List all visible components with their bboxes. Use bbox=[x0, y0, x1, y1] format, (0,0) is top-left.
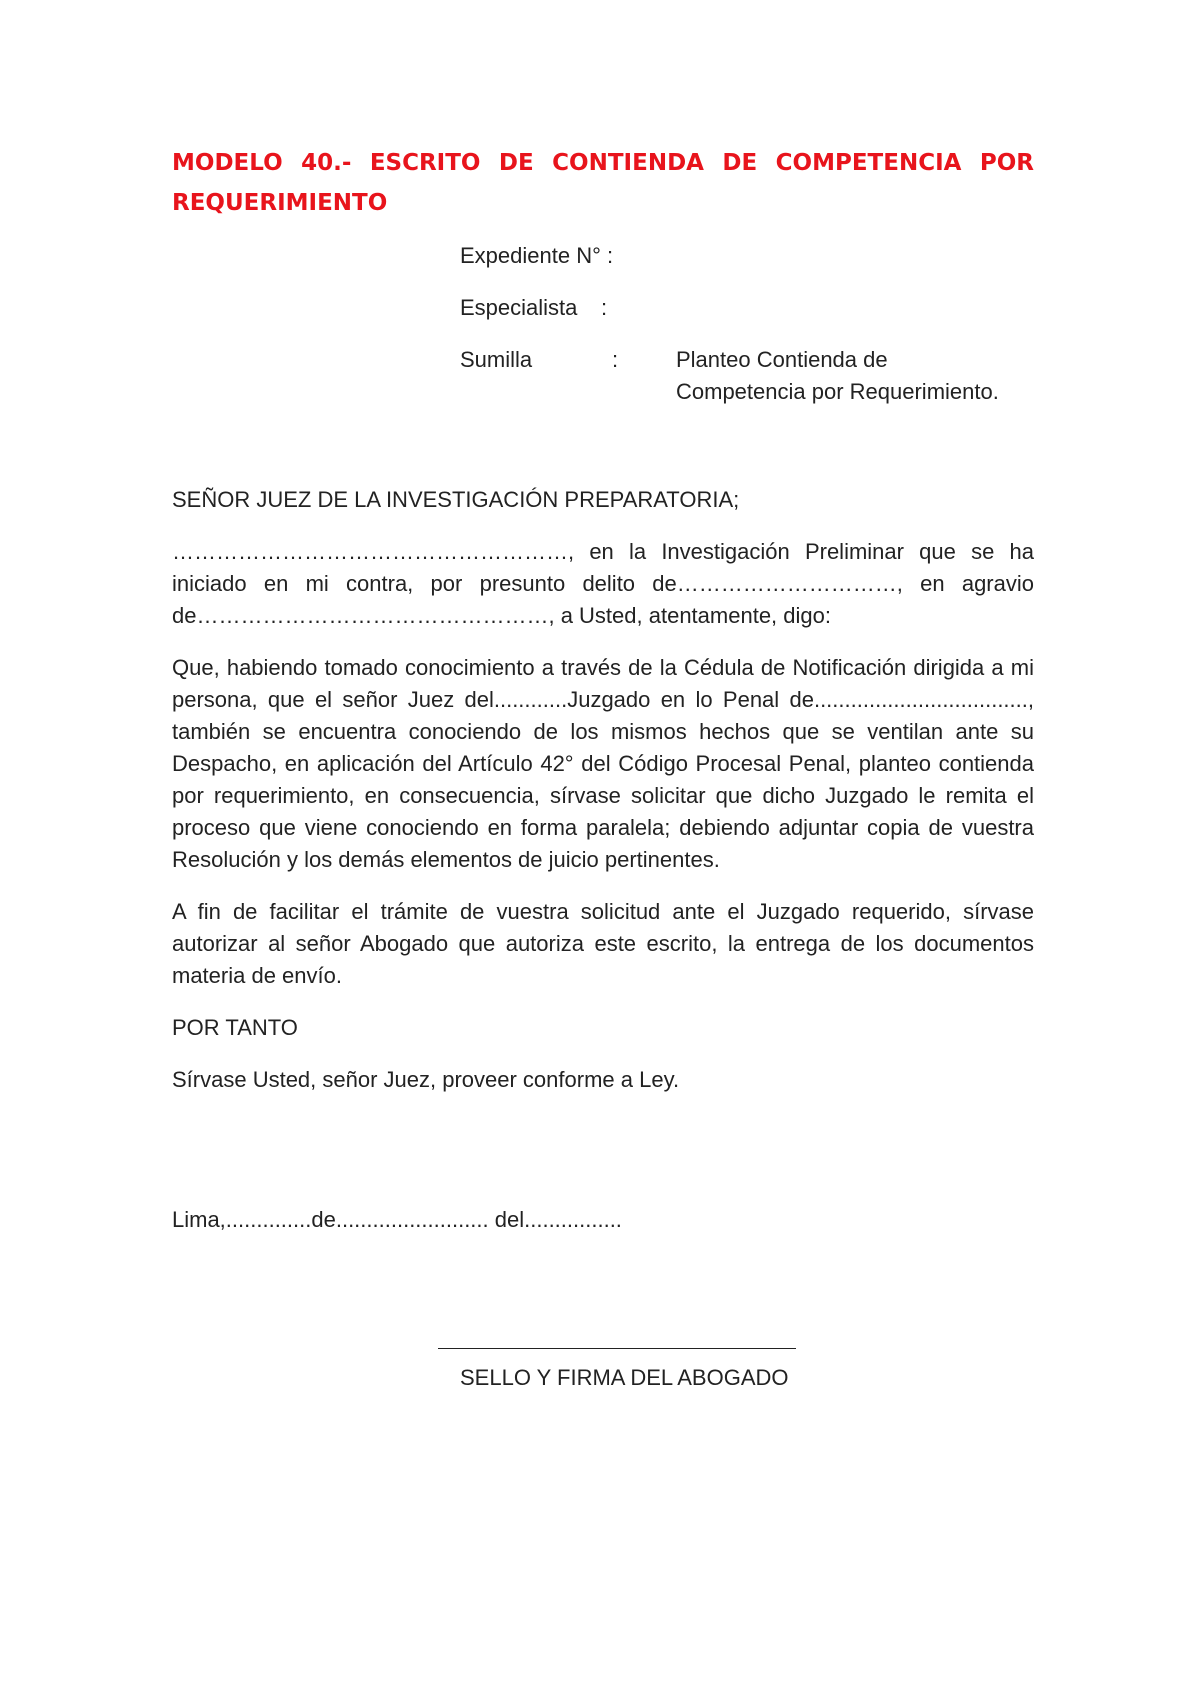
paragraph-request: Que, habiendo tomado conocimiento a través de la Cédula de Notificación dirigida a mi persona, que el señor Juez del............Juzgado en lo Penal de..................................., también se encuentra conociendo de los mismos hechos que se ventilan ante su Despacho, en aplicación del Artículo 42° del Código Procesal Penal, planteo contienda por requerimiento, en consecuencia, sírvase solicitar que dicho Juzgado le remita el proceso que viene conociendo en forma paralela; debiendo adjuntar copia de vuestra Resolución y los demás elementos de juicio pertinentes. bbox=[172, 655, 1034, 872]
por-tanto: POR TANTO bbox=[172, 1015, 298, 1040]
sumilla-value bbox=[676, 344, 1036, 408]
case-header bbox=[460, 240, 1060, 404]
paragraph-authorization: A fin de facilitar el trámite de vuestra solicitud ante el Juzgado requerido, sírvase autorizar al señor Abogado que autoriza este escrito, la entrega de los documentos materia de envío. bbox=[172, 899, 1034, 988]
paragraph-intro: ………………………………………………, en la Investigación Preliminar que se ha iniciado en mi contra, por presunto delito de…………………………, en agravio de…………………………………………, a Usted, atentamente, digo: bbox=[172, 539, 1034, 628]
signature-label: SELLO Y FIRMA DEL ABOGADO bbox=[460, 1365, 789, 1390]
expediente-row bbox=[460, 240, 1060, 292]
especialista-colon: : bbox=[601, 295, 608, 320]
sumilla-value-line-1: Planteo Contienda de bbox=[676, 347, 888, 372]
document-body bbox=[172, 484, 1034, 1116]
sumilla-value-line-2: Competencia por Requerimiento. bbox=[676, 379, 999, 404]
addressee: SEÑOR JUEZ DE LA INVESTIGACIÓN PREPARATORIA; bbox=[172, 487, 740, 512]
especialista-label: Especialista bbox=[460, 295, 578, 320]
especialista-row bbox=[460, 292, 1060, 344]
expediente-label: Expediente N° : bbox=[460, 243, 614, 268]
closing-request: Sírvase Usted, señor Juez, proveer conforme a Ley. bbox=[172, 1067, 680, 1092]
document-title: MODELO 40.- ESCRITO DE CONTIENDA DE COMPETENCIA POR REQUERIMIENTO bbox=[172, 150, 1034, 216]
sumilla-label: Sumilla bbox=[460, 347, 533, 372]
sumilla-colon: : bbox=[612, 347, 619, 372]
place-and-date: Lima,..............de......................... del................ bbox=[172, 1207, 622, 1232]
signature-line bbox=[438, 1348, 796, 1349]
sumilla-row bbox=[460, 344, 1060, 404]
